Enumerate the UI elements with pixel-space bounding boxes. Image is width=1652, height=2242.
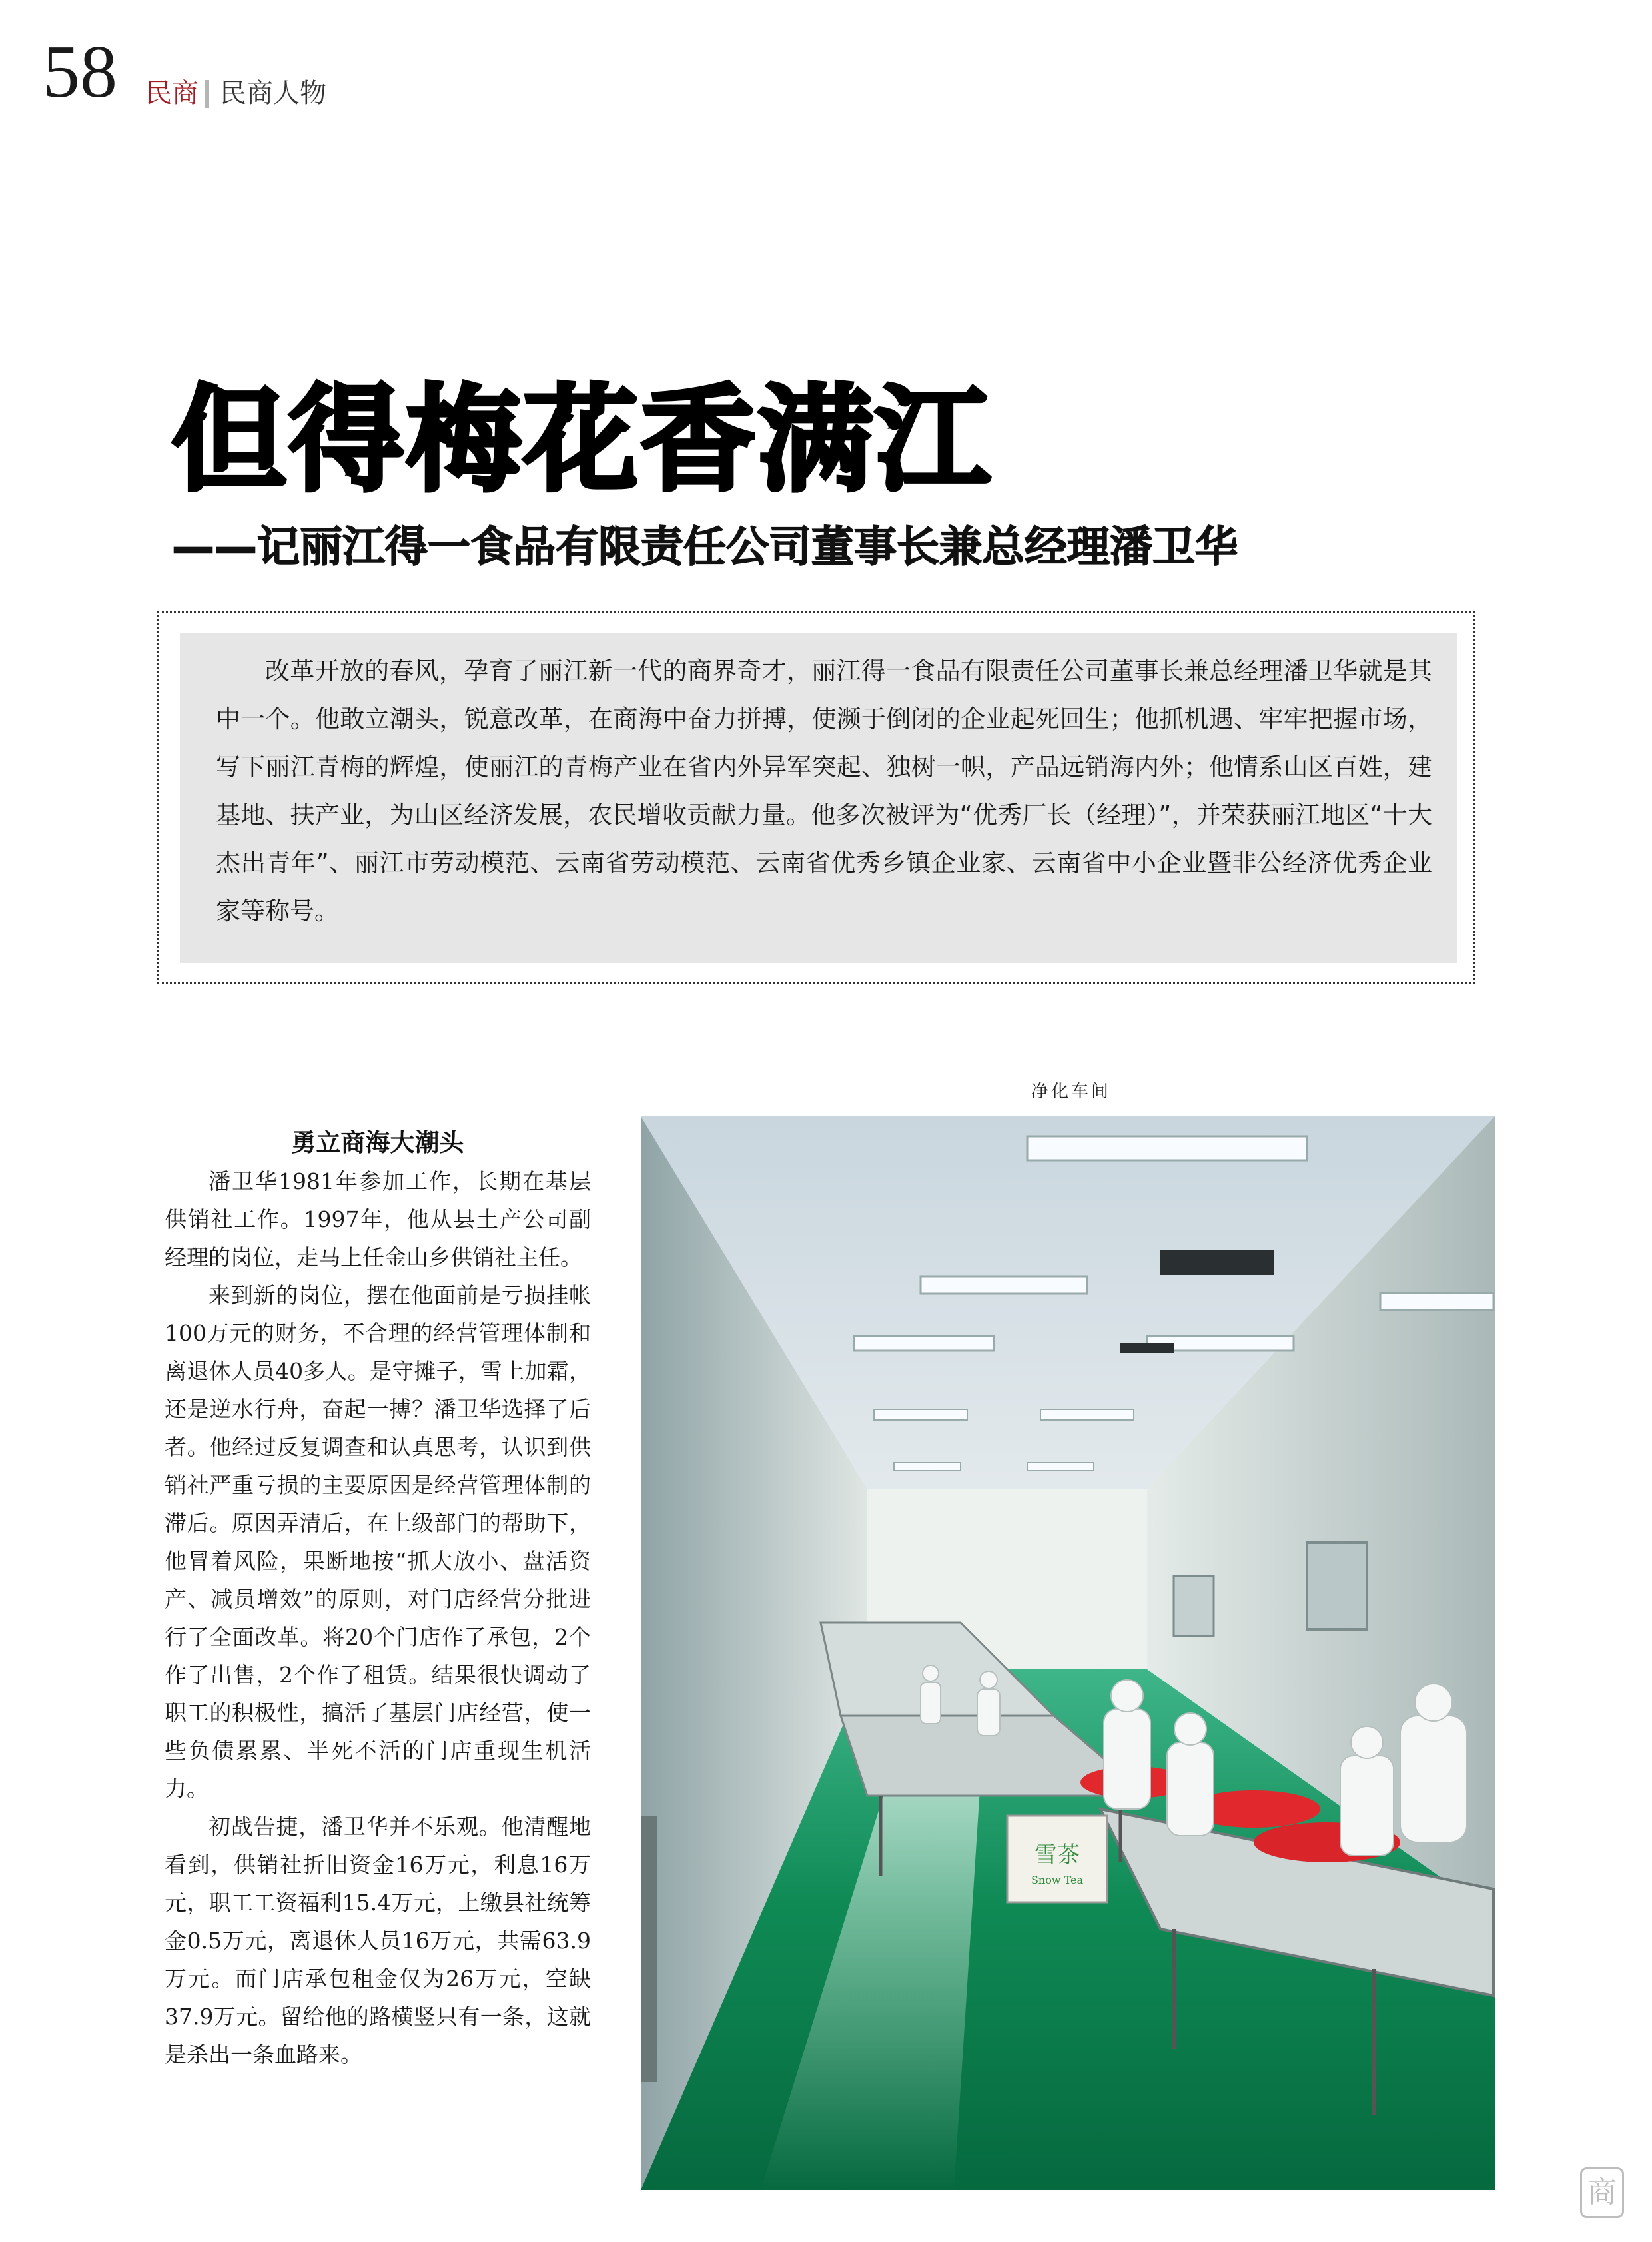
seal-glyph: 商 [1587, 2175, 1617, 2209]
page-number: 58 [43, 31, 117, 113]
body-column [165, 1162, 591, 2073]
article-subtitle: ——记丽江得一食品有限责任公司董事长兼总经理潘卫华 [172, 523, 1238, 572]
body-paragraph: 来到新的岗位，摆在他面前是亏损挂帐100万元的财务，不合理的经营管理体制和离退休人员40多人。是守摊子，雪上加霜，还是逆水行舟，奋起一搏？潘卫华选择了后者。他经过反复调查和认真思考，认识到供销社严重亏损的主要原因是经营管理体制的滞后。原因弄清后，在上级部门的帮助下，他冒着风险，果断地按“抓大放小、盘活资产、减员增效”的原则，对门店经营分批进行了全面改革。将20个门店作了承包，2个作了出售，2个作了租赁。结果很快调动了职工的积极性，搞活了基层门店经营，使一些负债累累、半死不活的门店重现生机活力。 [165, 1282, 591, 1802]
magazine-seal-icon [1580, 2167, 1624, 2218]
column-label: 民商人物 [220, 78, 326, 109]
lead-paragraph: 改革开放的春风，孕育了丽江新一代的商界奇才，丽江得一食品有限责任公司董事长兼总经理潘卫华就是其中一个。他敢立潮头，锐意改革，在商海中奋力拼搏，使濒于倒闭的企业起死回生；他抓机遇、牢牢把握市场，写下丽江青梅的辉煌，使丽江的青梅产业在省内外异军突起、独树一帜，产品远销海内外；他情系山区百姓，建基地、扶产业，为山区经济发展，农民增收贡献力量。他多次被评为“优秀厂长（经理）”，并荣获丽江地区“十大杰出青年”、丽江市劳动模范、云南省劳动模范、云南省优秀乡镇企业家、云南省中小企业暨非公经济优秀企业家等称号。 [216, 657, 1432, 925]
article-title: 但得梅花香满江 [172, 373, 993, 507]
body-paragraph: 初战告捷，潘卫华并不乐观。他清醒地看到，供销社折旧资金16万元，利息16万元，职工工资福利15.4万元，上缴县社统筹金0.5万元，离退休人员16万元，共需63.9万元。而门店承包租金仅为26万元，空缺37.9万元。留给他的路横竖只有一条，这就是杀出一条血路来。 [165, 1814, 591, 2067]
section-label: 民商 [145, 78, 199, 109]
box-label: 雪茶 [1034, 1842, 1080, 1868]
workshop-photo [641, 1116, 1495, 2190]
photo-caption: 净化车间 [1031, 1082, 1112, 1102]
box-label-en: Snow Tea [1031, 1874, 1084, 1886]
workshop-illustration [641, 1116, 1495, 2190]
header-divider [205, 80, 209, 108]
body-paragraph: 潘卫华1981年参加工作，长期在基层供销社工作。1997年，他从县土产公司副经理的岗位，走马上任金山乡供销社主任。 [165, 1168, 591, 1270]
section-heading: 勇立商海大潮头 [291, 1128, 464, 1157]
